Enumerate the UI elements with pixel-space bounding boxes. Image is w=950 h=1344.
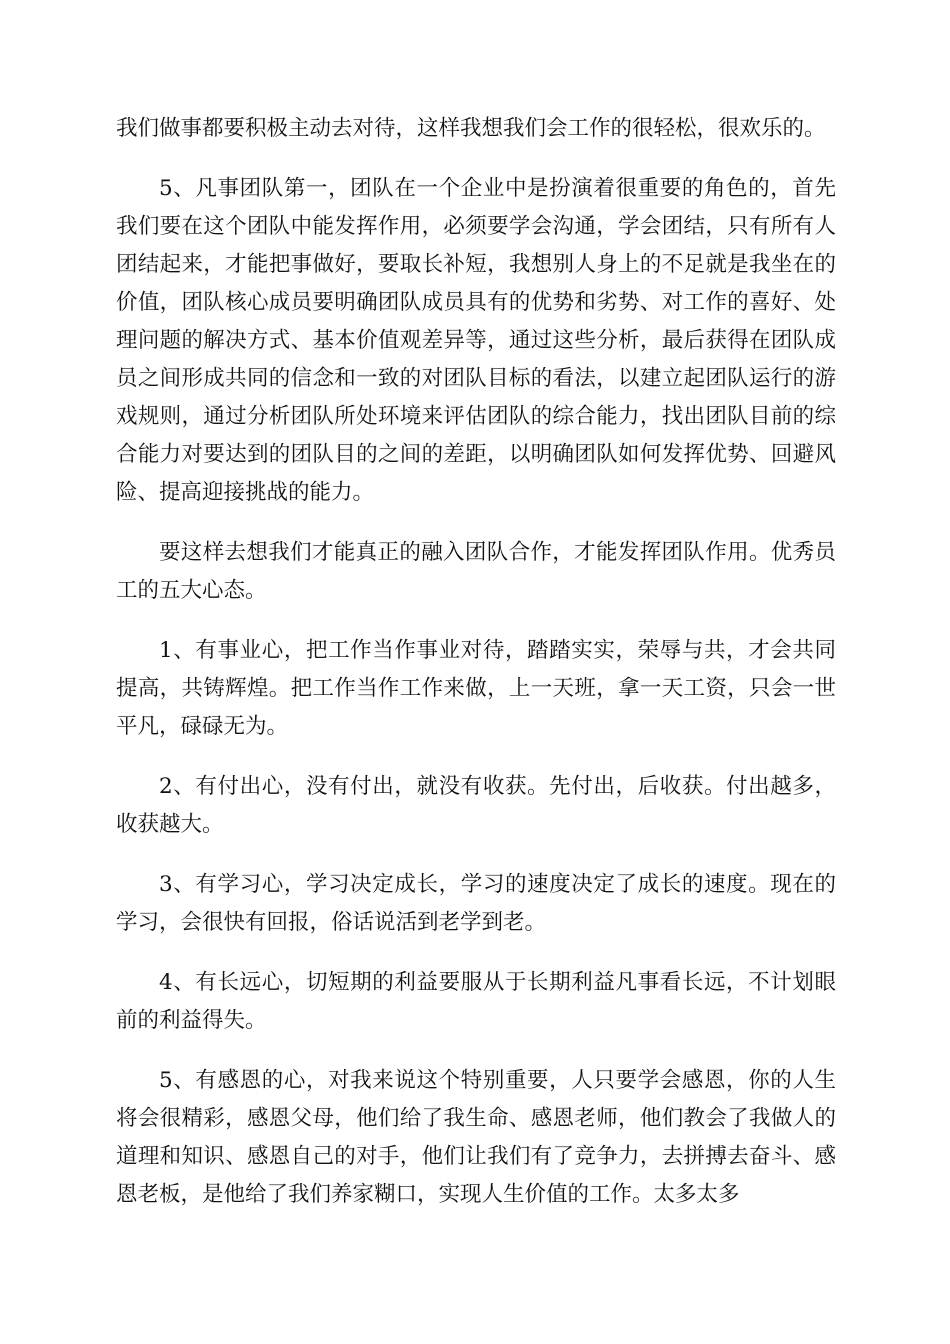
paragraph-career-mind: 1、有事业心，把工作当作事业对待，踏踏实实，荣辱与共，才会共同提高，共铸辉煌。把工作当作工作来做，上一天班，拿一天工资，只会一世平凡，碌碌无为。: [116, 638, 836, 739]
paragraph-gratitude-mind: 5、有感恩的心，对我来说这个特别重要，人只要学会感恩，你的人生将会很精彩，感恩父母，他们给了我生命、感恩老师，他们教会了我做人的道理和知识、感恩自己的对手，他们让我们有了竞争力，去拼搏去奋斗、感恩老板，是他给了我们养家糊口，实现人生价值的工作。太多太多: [116, 1068, 836, 1207]
paragraph-giving-mind: 2、有付出心，没有付出，就没有收获。先付出，后收获。付出越多，收获越大。: [116, 774, 836, 837]
paragraph-team-summary: 要这样去想我们才能真正的融入团队合作，才能发挥团队作用。优秀员工的五大心态。: [116, 540, 836, 603]
paragraph-continuation: 我们做事都要积极主动去对待，这样我想我们会工作的很轻松，很欢乐的。: [116, 116, 826, 141]
paragraph-long-term-mind: 4、有长远心，切短期的利益要服从于长期利益凡事看长远，不计划眼前的利益得失。: [116, 970, 836, 1033]
paragraph-learning-mind: 3、有学习心，学习决定成长，学习的速度决定了成长的速度。现在的学习，会很快有回报，俗话说活到老学到老。: [116, 872, 836, 935]
document-page: [116, 110, 836, 1236]
paragraph-team-first: 5、凡事团队第一，团队在一个企业中是扮演着很重要的角色的，首先我们要在这个团队中能发挥作用，必须要学会沟通，学会团结，只有所有人团结起来，才能把事做好，要取长补短，我想别人身上的不足就是我坐在的价值，团队核心成员要明确团队成员具有的优势和劣势、对工作的喜好、处理问题的解决方式、基本价值观差异等，通过这些分析，最后获得在团队成员之间形成共同的信念和一致的对团队目标的看法，以建立起团队运行的游戏规则，通过分析团队所处环境来评估团队的综合能力，找出团队目前的综合能力对要达到的团队目的之间的差距，以明确团队如何发挥优势、回避风险、提高迎接挑战的能力。: [116, 176, 836, 505]
